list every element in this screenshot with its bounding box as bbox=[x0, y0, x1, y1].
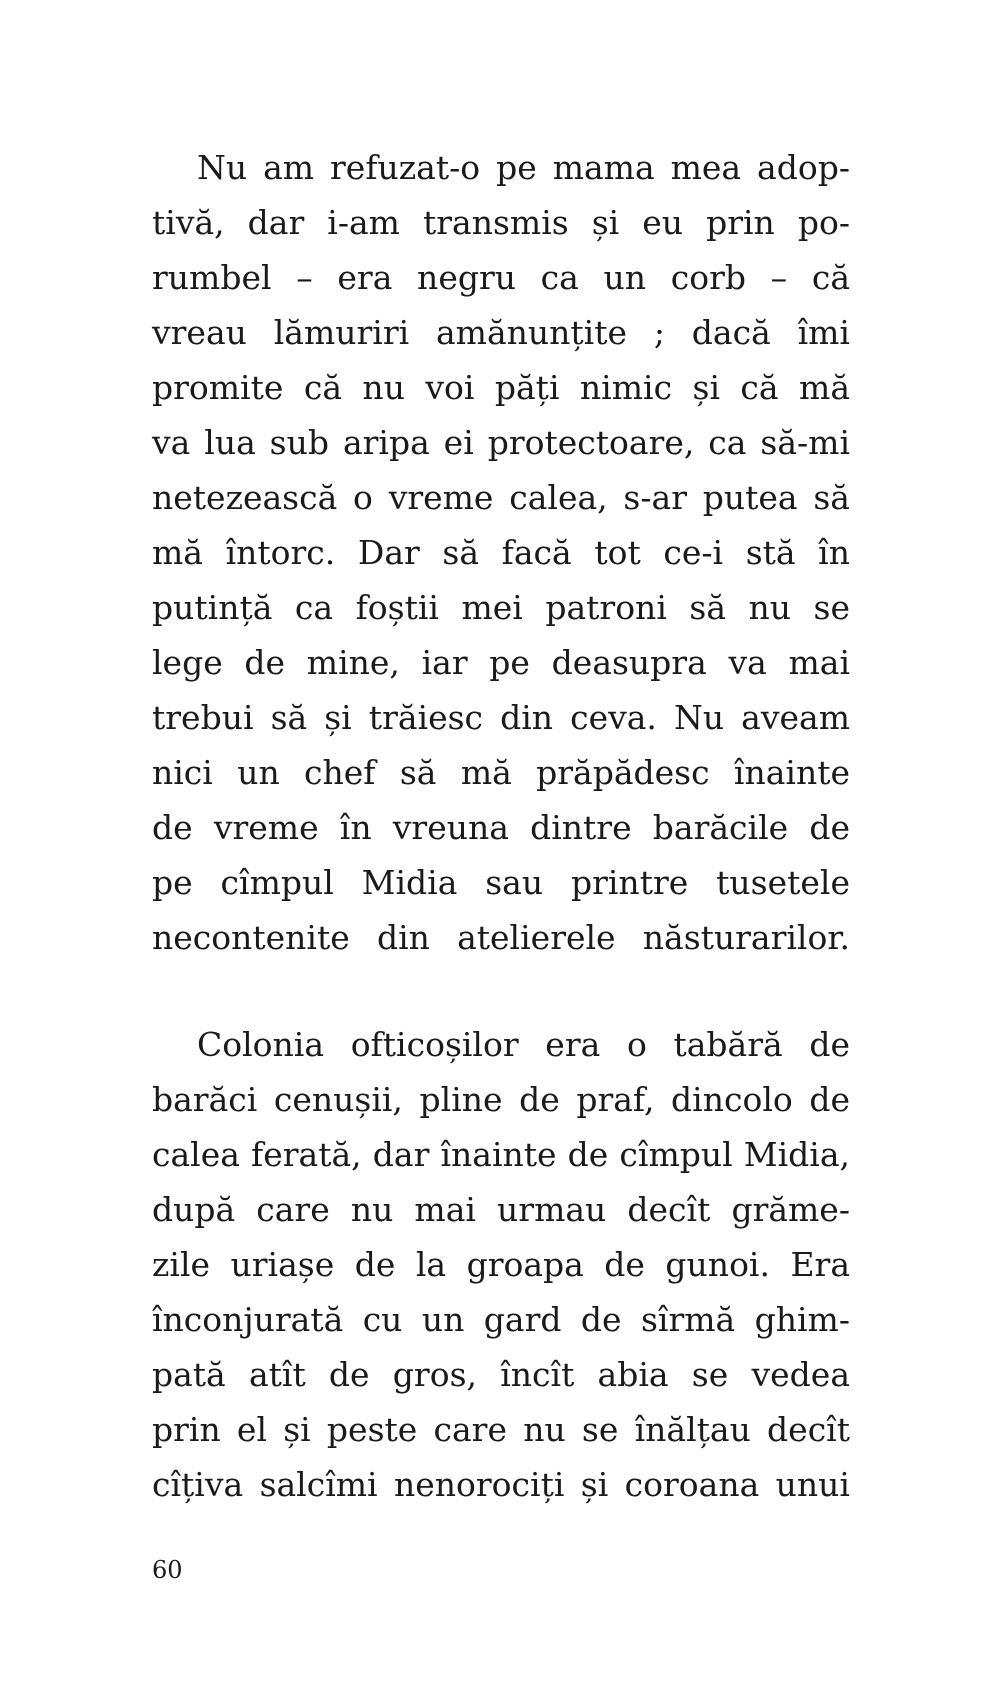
text-line: mă întorc. Dar să facă tot ce-i stă în bbox=[152, 533, 850, 572]
text-line: înconjurată cu un gard de sîrmă ghim- bbox=[152, 1300, 850, 1339]
text-line: tivă, dar i-am transmis și eu prin po- bbox=[152, 203, 850, 242]
text-line: putință ca foștii mei patroni să nu se bbox=[152, 588, 850, 627]
text-line: netezească o vreme calea, s-ar putea să bbox=[152, 478, 850, 517]
text-line: calea ferată, dar înainte de cîmpul Midia, bbox=[152, 1135, 850, 1174]
text-line: rumbel – era negru ca un corb – că bbox=[152, 258, 850, 297]
text-line: barăci cenușii, pline de praf, dincolo de bbox=[152, 1080, 850, 1119]
text-line: nici un chef să mă prăpădesc înainte bbox=[152, 753, 850, 792]
text-line: cîțiva salcîmi nenorociți și coroana unui bbox=[152, 1465, 850, 1504]
page-number: 60 bbox=[152, 1556, 183, 1584]
text-line: Nu am refuzat-o pe mama mea adop- bbox=[197, 148, 850, 187]
text-line: va lua sub aripa ei protectoare, ca să-mi bbox=[152, 423, 850, 462]
text-line: zile uriașe de la groapa de gunoi. Era bbox=[152, 1245, 850, 1284]
paragraph-1 bbox=[152, 140, 850, 965]
text-line: promite că nu voi păți nimic și că mă bbox=[152, 368, 850, 407]
text-line: lege de mine, iar pe deasupra va mai bbox=[152, 643, 850, 682]
text-line: trebui să și trăiesc din ceva. Nu aveam bbox=[152, 698, 850, 737]
text-line: pată atît de gros, încît abia se vedea bbox=[152, 1355, 850, 1394]
text-line: pe cîmpul Midia sau printre tusetele bbox=[152, 863, 850, 902]
text-line: de vreme în vreuna dintre barăcile de bbox=[152, 808, 850, 847]
text-line: necontenite din atelierele năsturarilor. bbox=[152, 918, 850, 957]
text-line: vreau lămuriri amănunțite ; dacă îmi bbox=[152, 313, 850, 352]
text-line: Colonia ofticoșilor era o tabără de bbox=[197, 1025, 850, 1064]
text-line: prin el și peste care nu se înălțau decît bbox=[152, 1410, 850, 1449]
text-line: după care nu mai urmau decît grăme- bbox=[152, 1190, 850, 1229]
paragraph-2 bbox=[152, 1017, 850, 1512]
